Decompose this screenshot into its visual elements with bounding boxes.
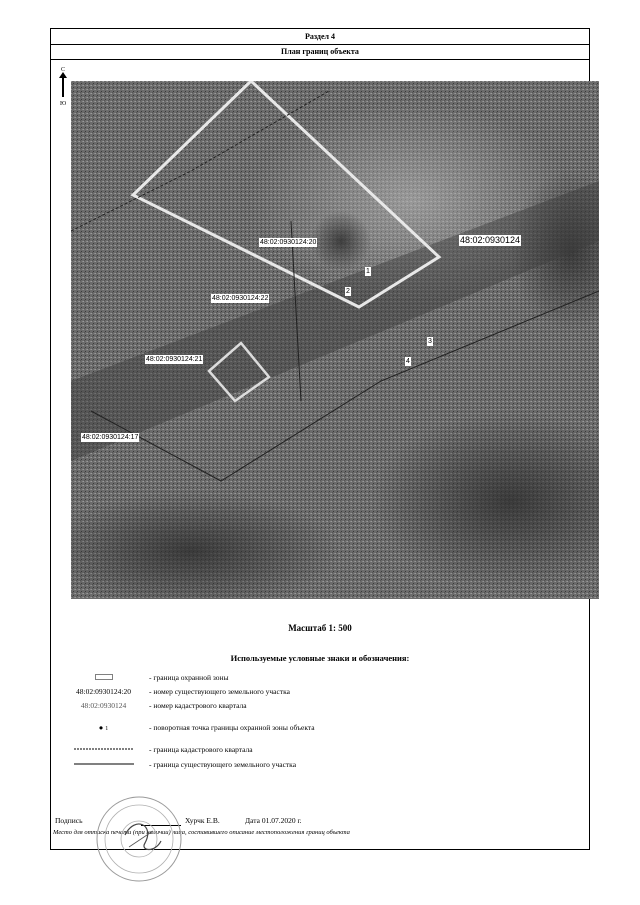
parcel-20-label: 48:02:0930124:20 (260, 239, 317, 246)
map-scale: Масштаб 1: 500 (288, 623, 352, 633)
legend-item-turn-point: ● 1 - поворотная точка границы охранной зоны объекта (51, 723, 589, 737)
signer-name: Хурчк Е.В. (185, 816, 220, 825)
legend-title: Используемые условные знаки и обозначения: (230, 653, 410, 663)
aerial-photo-map (71, 81, 599, 599)
protection-zone-symbol-icon (61, 673, 146, 682)
signature-date: Дата 01.07.2020 г. (245, 816, 302, 825)
aerial-image (71, 81, 599, 599)
quarter-boundary-symbol-icon (61, 745, 146, 754)
legend-item-parcel-number: 48:02:0930124:20 - номер существующего земельного участка (75, 687, 290, 696)
parcel-21-label: 48:02:0930124:21 (146, 356, 203, 363)
parcel-boundary-symbol-icon (61, 760, 146, 769)
signature-label: Подпись (55, 816, 83, 825)
legend-item-quarter-number: 48:02:0930124 - номер кадастрового квартала (80, 701, 247, 710)
seal-stamp-icon (95, 795, 183, 883)
north-arrow (59, 67, 71, 151)
stamp-note: Место для оттиска печати (при наличии) лица, составившего описание местоположения границ объекта (53, 829, 350, 836)
legend-item-parcel-boundary: - граница существующего земельного участка (51, 760, 589, 774)
parcel-22-label: 48:02:0930124:22 (212, 295, 269, 302)
parcel-17-label: 48:02:0930124:17 (82, 434, 139, 441)
section-header: Раздел 4 (51, 29, 589, 45)
arrow-up-icon (62, 77, 64, 97)
page-title: План границ объекта (51, 44, 589, 60)
legend-item-quarter-boundary: - граница кадастрового квартала (51, 745, 589, 759)
point-4-label: 4 (406, 358, 410, 365)
point-2-label: 2 (346, 288, 350, 295)
legend-item-protection-zone: - граница охранной зоны (51, 673, 589, 687)
quarter-number-label: 48:02:0930124 (460, 235, 521, 245)
document-frame (50, 28, 590, 850)
south-label: Ю (60, 101, 67, 107)
point-1-label: 1 (366, 268, 370, 275)
north-label: С (61, 67, 66, 73)
point-3-label: 3 (428, 338, 432, 345)
turn-point-symbol-icon: ● 1 (98, 723, 109, 732)
